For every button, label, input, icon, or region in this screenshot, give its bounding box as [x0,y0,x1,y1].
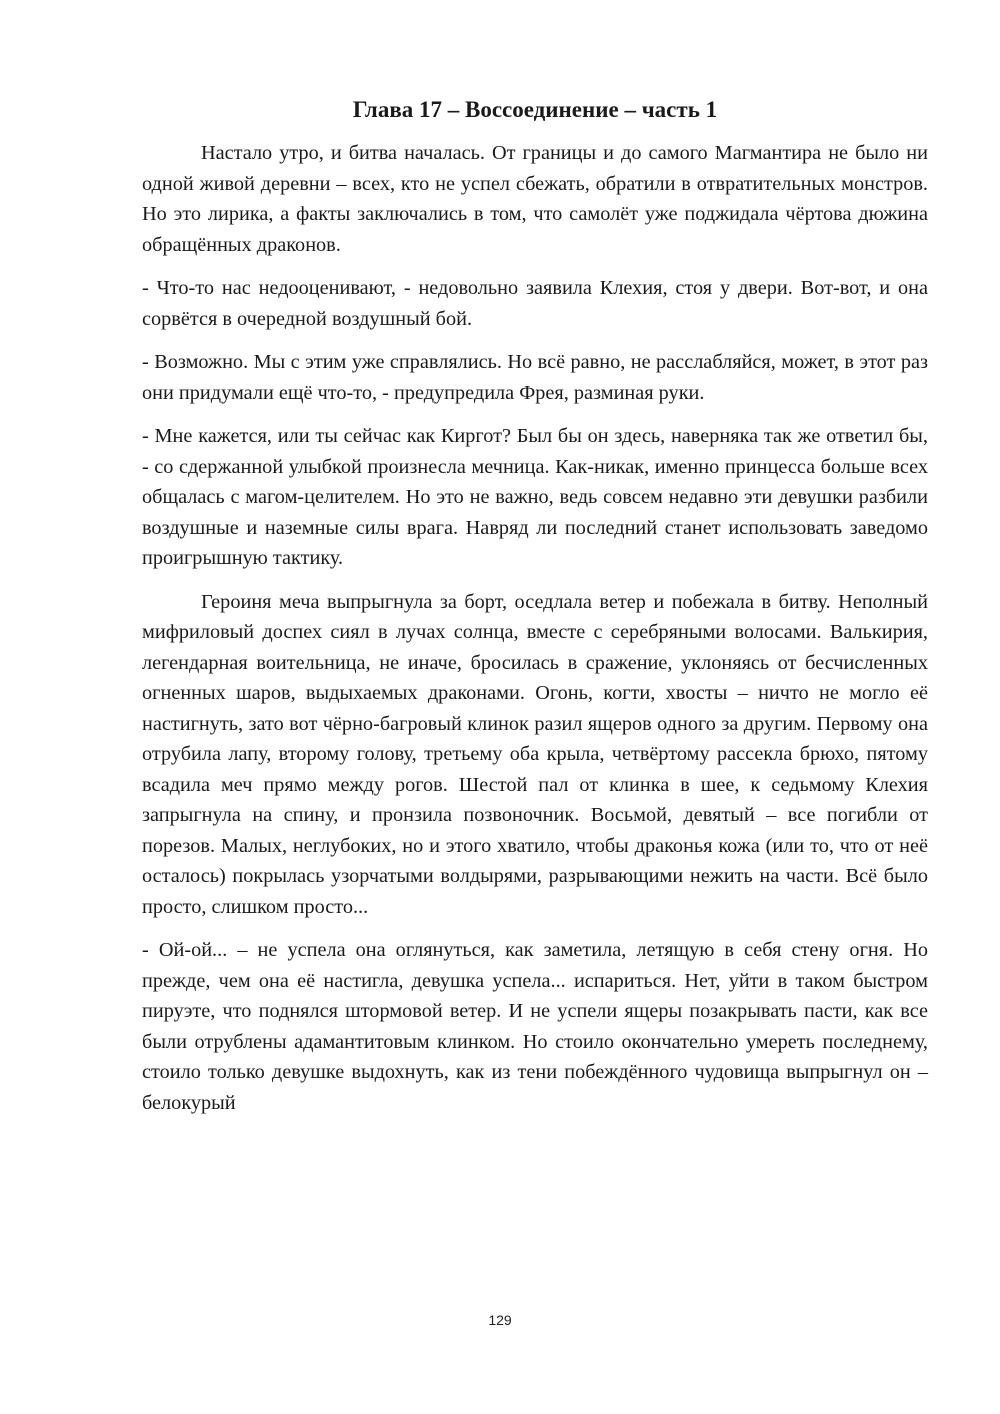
paragraph-5: Героиня меча выпрыгнула за борт, оседлала ветер и побежала в битву. Неполный мифриловый доспех сиял в лучах солнца, вместе с серебряными волосами. Валькирия, легендарная воительница, не иначе, бросилась в сражение, уклоняясь от бесчисленных огненных шаров, выдыхаемых драконами. Огонь, когти, хвосты – ничто не могло её настигнуть, зато вот чёрно-багровый клинок разил ящеров одного за другим. Первому она отрубила лапу, второму голову, третьему оба крыла, четвёртому рассекла брюхо, пятому всадила меч прямо между рогов. Шестой пал от клинка в шее, к седьмому Клехия запрыгнула на спину, и пронзила позвоночник. Восьмой, девятый – все погибли от порезов. Малых, неглубоких, но и этого хватило, чтобы драконья кожа (или то, что от неё осталось) покрылась узорчатыми волдырями, разрывающими нежить на части. Всё было просто, слишком просто... [142,590,928,918]
document-page [142,95,928,1118]
paragraph-3: - Возможно. Мы с этим уже справлялись. Но всё равно, не расслабляйся, может, в этот раз они придумали ещё что-то, - предупредила Фрея, разминая руки. [142,351,928,404]
paragraph-2: - Что-то нас недооценивают, - недовольно заявила Клехия, стоя у двери. Вот-вот, и она сорвётся в очередной воздушный бой. [142,277,928,330]
paragraph-6: - Ой-ой... – не успела она оглянуться, как заметила, летящую в себя стену огня. Но прежде, чем она её настигла, девушка успела... испариться. Нет, уйти в таком быстром пируэте, что поднялся штормовой ветер. И не успели ящеры позакрывать пасти, как все были отрублены адамантитовым клинком. Но стоило окончательно умереть последнему, стоило только девушке выдохнуть, как из тени побеждённого чудовища выпрыгнул он – белокурый [142,939,928,1114]
page-number: 129 [488,1312,512,1328]
paragraph-1: Настало утро, и битва началась. От границы и до самого Магмантира не было ни одной живой деревни – всех, кто не успел сбежать, обратили в отвратительных монстров. Но это лирика, а факты заключались в том, что самолёт уже поджидала чёртова дюжина обращённых драконов. [142,142,928,256]
chapter-title: Глава 17 – Воссоединение – часть 1 [352,97,718,122]
paragraph-4: - Мне кажется, или ты сейчас как Киргот? Был бы он здесь, наверняка так же ответил бы, - со сдержанной улыбкой произнесла мечница. Как-никак, именно принцесса больше всех общалась с магом-целителем. Но это не важно, ведь совсем недавно эти девушки разбили воздушные и наземные силы врага. Навряд ли последний станет использовать заведомо проигрышную тактику. [142,425,928,569]
